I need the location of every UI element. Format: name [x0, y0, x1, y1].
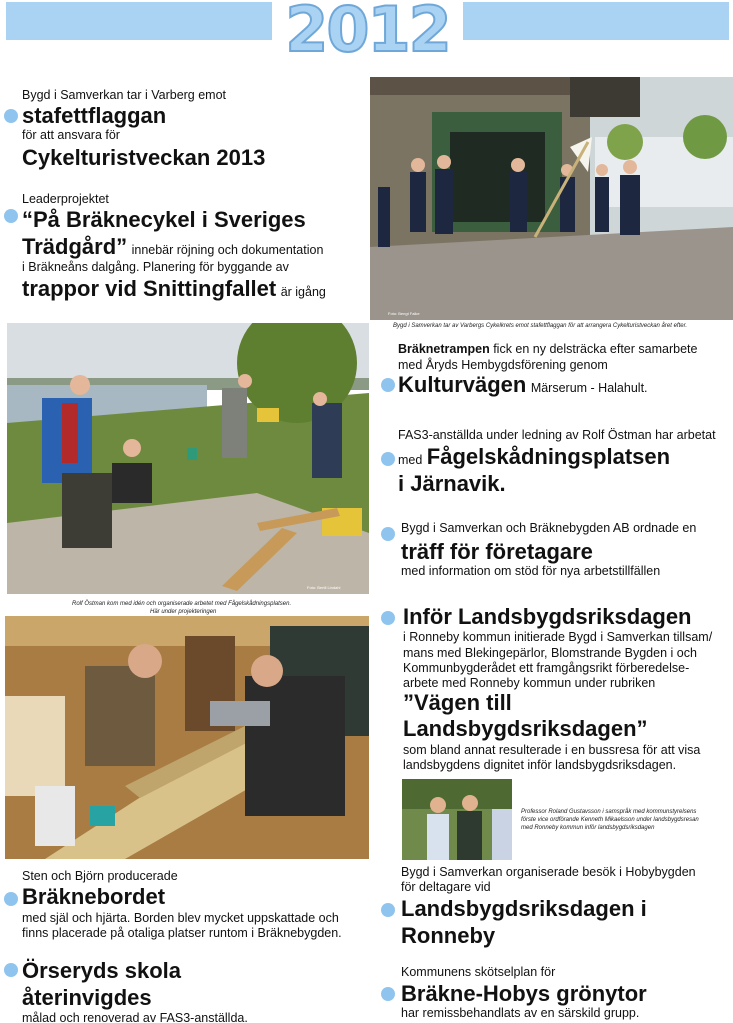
- braknetrampen-bold: Bräknetrampen: [398, 342, 490, 356]
- header-band-left: [6, 2, 272, 40]
- braknebordet-heading: Bräknebordet: [22, 884, 166, 909]
- landsbygdsriksdagen-heading: Inför Landsbygdsriksdagen: [403, 604, 692, 629]
- bordet-text-line2: finns placerade på otaliga platser runtom i Bräknebygden.: [22, 926, 342, 940]
- birdwatch-photo-credit: Foto: Bertil Lindahl: [307, 585, 341, 590]
- workshop-photo: [5, 616, 369, 859]
- leader-intro: Leaderprojektet: [22, 192, 109, 206]
- bullet-icon: [381, 378, 395, 392]
- tradgard-heading: Trädgård”: [22, 234, 128, 259]
- trappor-line: [22, 276, 326, 302]
- roland-caption-line1: Professor Roland Gustavsson i samspråk med kommunstyrelsens: [521, 809, 697, 815]
- bullet-icon: [381, 452, 395, 466]
- braknecykel-heading: “På Bräknecykel i Sveriges: [22, 207, 306, 232]
- ronneby-line2: mans med Blekingepärlor, Blomstrande Bygden i och: [403, 646, 697, 660]
- bullet-icon: [4, 109, 18, 123]
- ronneby-heading: Ronneby: [401, 923, 496, 948]
- varberg-intro: Bygd i Samverkan tar i Varberg emot: [22, 88, 227, 102]
- bussresa-line1: som bland annat resulterade i en bussresa för att visa: [403, 743, 701, 757]
- foretagare-intro: Bygd i Samverkan och Bräknebygden AB ordnade en: [401, 521, 697, 535]
- bullet-icon: [381, 987, 395, 1001]
- birdwatch-planning-photo: [7, 323, 369, 594]
- orseryd-heading: Örseryds skola: [22, 958, 181, 983]
- jarnavik-heading: i Järnavik.: [398, 471, 506, 496]
- rojning-text: innebär röjning och dokumentation: [131, 243, 324, 257]
- flag-photo-caption: Bygd i Samverkan tar av Varbergs Cykelkrets emot stafettflaggan för att arrangera Cykelturistveckan året efter.: [393, 323, 688, 329]
- orseryd-text: målad och renoverad av FAS3-anställda.: [22, 1011, 248, 1023]
- fagelskadning-heading: Fågelskådningsplatsen: [426, 444, 671, 469]
- aryds-text: med Åryds Hembygdsförening genom: [398, 358, 608, 372]
- sten-bjorn-intro: Sten och Björn producerade: [22, 869, 178, 883]
- bullet-icon: [381, 527, 395, 541]
- marserum-text: Märserum - Halahult.: [530, 381, 648, 395]
- birdwatch-caption-line1: Rolf Östman kom med idén och organiserade arbetet med Fågelskådningsplatsen.: [72, 601, 292, 607]
- bullet-icon: [381, 903, 395, 917]
- ronneby-line3: Kommunbygderådet ett framgångsrikt förberedelse-: [403, 661, 690, 675]
- birdwatch-illustration: [7, 323, 369, 594]
- roland-caption-line2: förste vice ordförande Kenneth Mikaelsson under landsbygdsresan: [521, 817, 699, 823]
- header-band-right: [463, 2, 729, 40]
- bordet-text-line1: med själ och hjärta. Borden blev mycket uppskattade och: [22, 911, 339, 925]
- landsbygdsriksdagen-quote-heading: Landsbygdsriksdagen”: [403, 716, 648, 741]
- flag-ceremony-photo: [370, 77, 733, 320]
- year-title: 2012: [285, 0, 450, 66]
- braknetrampen-text: fick en ny delsträcka efter samarbete: [493, 342, 698, 356]
- remiss-text: har remissbehandlats av en särskild grupp.: [401, 1006, 640, 1020]
- braknetrampen-line1: [398, 342, 697, 357]
- foretagare-heading: träff för företagare: [401, 539, 593, 564]
- ateinvigdes-heading: återinvigdes: [22, 985, 152, 1010]
- roland-gustavsson-photo: [402, 779, 512, 860]
- ansvara-text: för att ansvara för: [22, 128, 120, 142]
- hobybygden-line2: för deltagare vid: [401, 880, 491, 894]
- ronneby-line4: arbete med Ronneby kommun under rubriken: [403, 676, 656, 690]
- bullet-icon: [4, 963, 18, 977]
- ronneby-line1: i Ronneby kommun initierade Bygd i Samverkan tillsam/: [403, 630, 713, 644]
- bullet-icon: [4, 892, 18, 906]
- bullet-icon: [381, 611, 395, 625]
- roland-caption-line3: med Ronneby kommun inför landsbygdsriksdagen: [521, 825, 655, 831]
- hobybygden-line1: Bygd i Samverkan organiserade besök i Hobybygden: [401, 865, 696, 879]
- birdwatch-caption-line2: Här under projekteringen: [150, 609, 217, 615]
- bullet-icon: [4, 209, 18, 223]
- fagelskadning-line: [398, 444, 670, 470]
- flag-ceremony-illustration: [370, 77, 733, 320]
- med-text: med: [398, 453, 423, 467]
- roland-illustration: [402, 779, 512, 860]
- dalgang-text: i Bräkneåns dalgång. Planering för byggande av: [22, 260, 289, 274]
- cykelturistveckan-heading: Cykelturistveckan 2013: [22, 145, 266, 170]
- fas3-text: FAS3-anställda under ledning av Rolf Östman har arbetat: [398, 428, 716, 442]
- flag-photo-credit: Foto: Bengt Falke: [388, 311, 420, 316]
- trappor-heading: trappor vid Snittingfallet: [22, 276, 277, 301]
- gronytor-heading: Bräkne-Hobys grönytor: [401, 981, 647, 1006]
- tradgard-line: [22, 234, 323, 260]
- kulturvagen-heading: Kulturvägen: [398, 372, 527, 397]
- kulturvagen-line: [398, 372, 648, 398]
- landsbygdsriksdagen-i-heading: Landsbygdsriksdagen i: [401, 896, 647, 921]
- foretagare-text: med information om stöd för nya arbetstillfällen: [401, 564, 661, 578]
- stafettflaggan-heading: stafettflaggan: [22, 103, 167, 128]
- skotselplan-text: Kommunens skötselplan för: [401, 965, 556, 979]
- workshop-illustration: [5, 616, 369, 859]
- igang-text: är igång: [280, 285, 326, 299]
- bussresa-line2: landsbygdens dignitet inför landsbygdsriksdagen.: [403, 758, 677, 772]
- vagen-till-heading: ”Vägen till: [403, 690, 512, 715]
